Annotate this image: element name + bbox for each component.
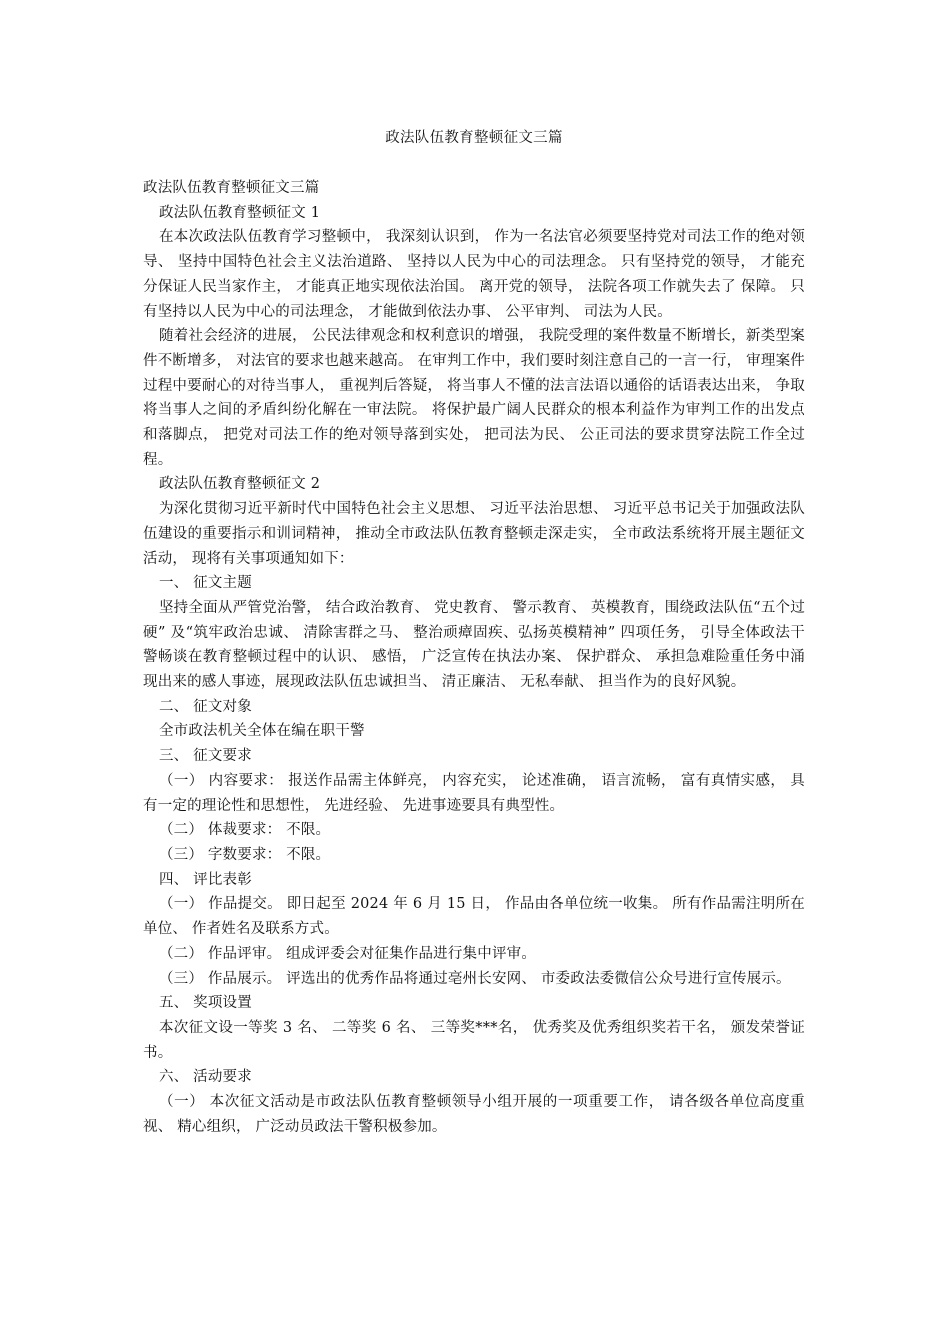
paragraph-subheading-1: 政法队伍教育整顿征文 1 (158, 204, 321, 221)
paragraph: （二） 体裁要求： 不限。 (158, 822, 331, 839)
paragraph: （一） 内容要求： 报送作品需主体鲜亮， 内容充实， 论述准确， 语言流畅， 富有真情实感， 具有一定的理论性和思想性， 先进经验、 先进事迹要具有典型性。 (143, 772, 805, 814)
paragraph: （一） 作品提交。 即日起至 2024 年 6 月 15 日， 作品由各单位统一收集。 所有作品需注明所在单位、 作者姓名及联系方式。 (143, 896, 805, 938)
paragraph-heading: 政法队伍教育整顿征文三篇 (143, 180, 320, 196)
paragraph: （一） 本次征文活动是市政法队伍教育整顿领导小组开展的一项重要工作， 请各级各单位高度重视、 精心组织， 广泛动员政法干警积极参加。 (143, 1094, 805, 1135)
section-heading: 六、 活动要求 (158, 1069, 252, 1086)
section-heading: 四、 评比表彰 (158, 871, 252, 888)
paragraph: 本次征文设一等奖 3 名、 二等奖 6 名、 三等奖***名， 优秀奖及优秀组织奖若干名， 颁发荣誉证书。 (143, 1019, 805, 1061)
section-heading: 二、 征文对象 (158, 698, 252, 715)
paragraph: （三） 作品展示。 评选出的优秀作品将通过亳州长安网、 市委政法委微信公众号进行宣传展示。 (158, 970, 791, 987)
paragraph: （二） 作品评审。 组成评委会对征集作品进行集中评审。 (158, 945, 537, 962)
document-title: 政法队伍教育整顿征文三篇 (385, 130, 563, 146)
paragraph: 坚持全面从严管党治警， 结合政治教育、 党史教育、 警示教育、 英模教育，围绕政法队伍“五个过硬” 及“筑牢政治忠诚、 清除害群之马、 整治顽瘴固疾、弘扬英模精神” 四项任务， 引导全体政法干警畅谈在教育整顿过程中的认识、 感悟， 广泛宣传在执法办案、 保护群众、 承担急难险重任务中涌现出来的感人事迹，展现政法队伍忠诚担当、 清正廉洁、 无私奉献、 担当作为的良好风貌。 (143, 599, 805, 691)
paragraph: 随着社会经济的进展， 公民法律观念和权利意识的增强， 我院受理的案件数量不断增长，新类型案件不断增多， 对法官的要求也越来越高。 在审判工作中，我们要时刻注意自己的一言一行， 审理案件过程中要耐心的对待当事人， 重视判后答疑， 将当事人不懂的法言法语以通俗的话语表达出来， 争取将当事人之间的矛盾纠纷化解在一审法院。 将保护最广阔人民群众的根本利益作为审判工作的出发点和落脚点， 把党对司法工作的绝对领导落到实处， 把司法为民、 公正司法的要求贯穿法院工作全过程。 (143, 328, 805, 468)
paragraph: 为深化贯彻习近平新时代中国特色社会主义思想、 习近平法治思想、 习近平总书记关于加强政法队伍建设的重要指示和训词精神， 推动全市政法队伍教育整顿走深走实， 全市政法系统将开展主题征文活动， 现将有关事项通知如下： (143, 501, 805, 567)
section-heading: 一、 征文主题 (158, 575, 252, 592)
section-heading: 三、 征文要求 (158, 748, 252, 765)
paragraph: 在本次政法队伍教育学习整顿中， 我深刻认识到， 作为一名法官必须要坚持党对司法工作的绝对领导、 坚持中国特色社会主义法治道路、 坚持以人民为中心的司法理念。 只有坚持党的领导， 才能充分保证人民当家作主， 才能真正地实现依法治国。 离开党的领导， 法院各项工作就失去了 保障。 只有坚持以人民为中心的司法理念， 才能做到依法办事、 公平审判、 司法为人民。 (143, 229, 805, 320)
section-heading: 五、 奖项设置 (158, 995, 252, 1012)
paragraph: 全市政法机关全体在编在职干警 (158, 723, 365, 740)
paragraph: （三） 字数要求： 不限。 (158, 846, 331, 863)
document-body (143, 176, 805, 1139)
paragraph-subheading-2: 政法队伍教育整顿征文 2 (158, 476, 321, 493)
